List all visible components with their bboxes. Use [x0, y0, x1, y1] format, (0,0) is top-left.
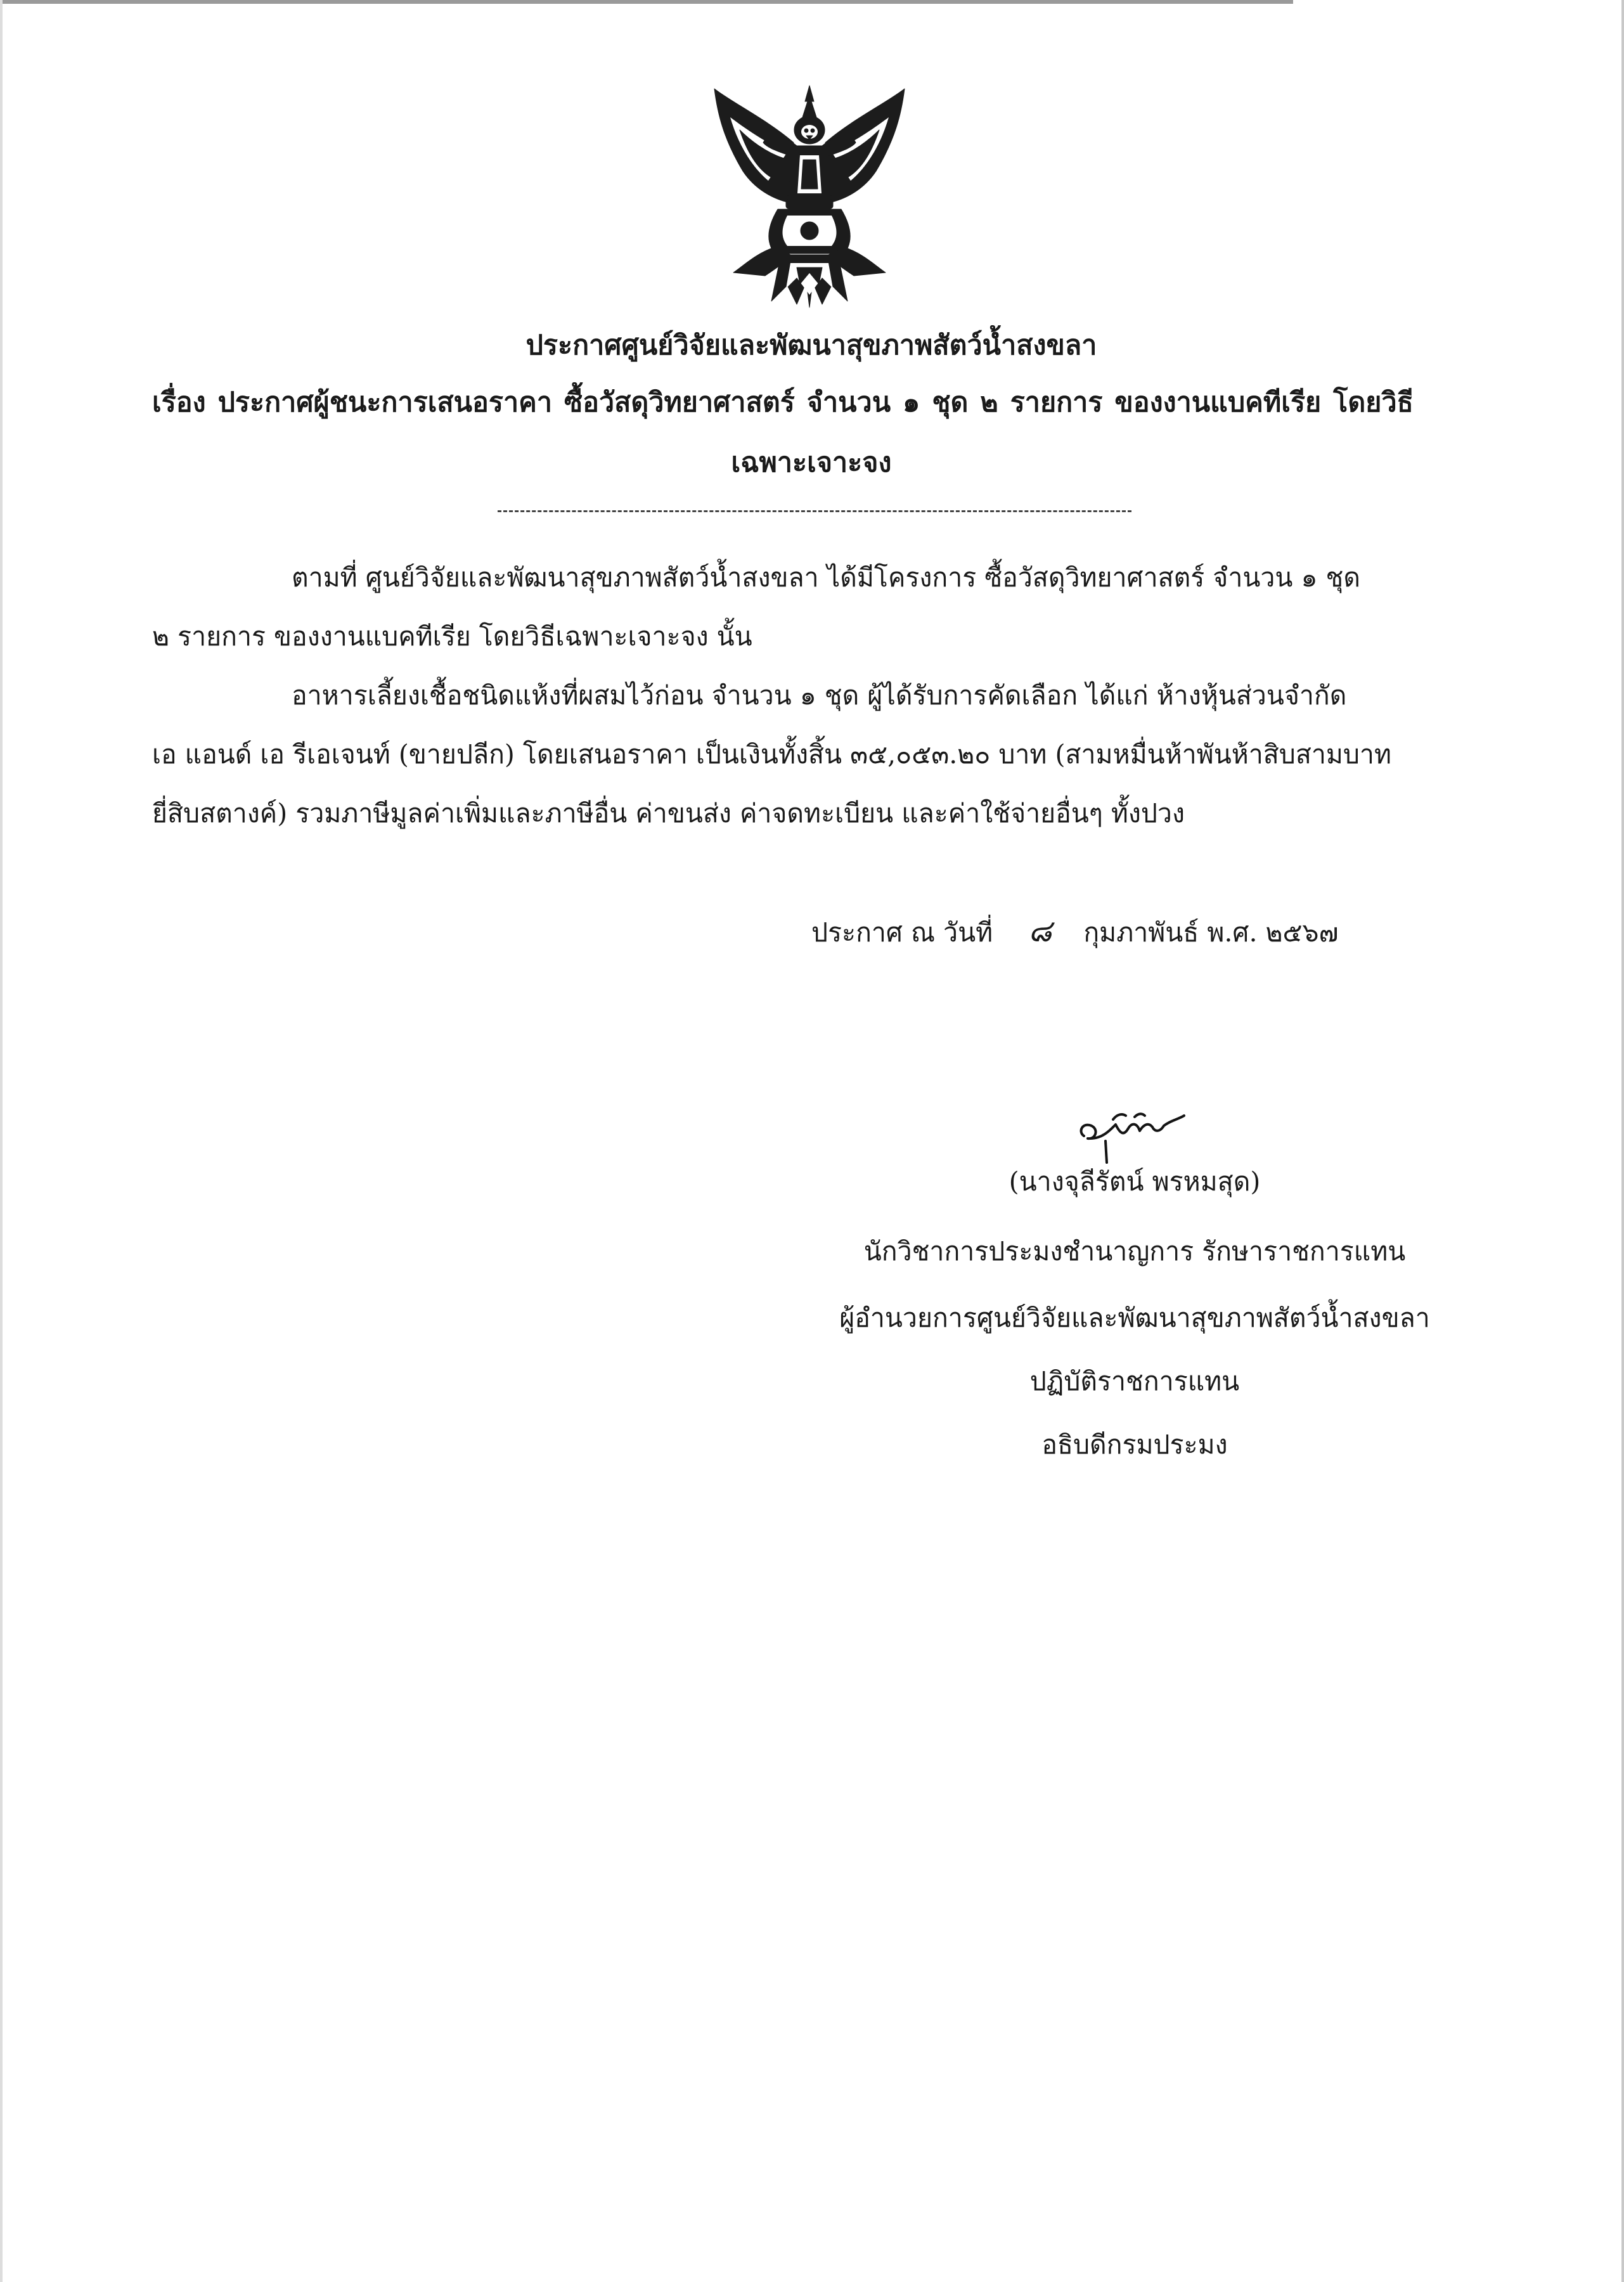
paragraph-2-line-1: อาหารเลี้ยงเชื้อชนิดแห้งที่ผสมไว้ก่อน จำนวน ๑ ชุด ผู้ได้รับการคัดเลือก ได้แก่ ห้างหุ้นส่วนจำกัด	[292, 680, 1347, 711]
announcement-subject: เรื่อง ประกาศผู้ชนะการเสนอราคา ซื้อวัสดุวิทยาศาสตร์ จำนวน ๑ ชุด ๒ รายการ ของงานแบคทีเรีย โดยวิธี	[152, 387, 1414, 418]
date-month-year: กุมภาพันธ์ พ.ศ. ๒๕๖๗	[1083, 917, 1339, 948]
announcement-date	[811, 913, 1338, 951]
paragraph-2-line-2: เอ แอนด์ เอ รีเอเจนท์ (ขายปลีก) โดยเสนอราคา เป็นเงินทั้งสิ้น ๓๕,๐๕๓.๒๐ บาท (สามหมื่นห้าพันห้าสิบสามบาท	[152, 739, 1391, 770]
scan-edge-top	[0, 0, 1293, 4]
date-prefix: ประกาศ ณ วันที่	[811, 917, 993, 948]
paragraph-2-line-3: ยี่สิบสตางค์) รวมภาษีมูลค่าเพิ่มและภาษีอื่น ค่าขนส่ง ค่าจดทะเบียน และค่าใช้จ่ายอื่นๆ ทั้งปวง	[152, 798, 1185, 828]
paragraph-1-line-1: ตามที่ ศูนย์วิจัยและพัฒนาสุขภาพสัตว์น้ำสงขลา ได้มีโครงการ ซื้อวัสดุวิทยาศาสตร์ จำนวน ๑ ชุด	[292, 562, 1360, 593]
scan-edge-left	[0, 0, 3, 2282]
signatory-position-3: ปฏิบัติราชการแทน	[1029, 1366, 1240, 1396]
signatory-position-1: นักวิชาการประมงชำนาญการ รักษาราชการแทน	[863, 1236, 1406, 1267]
announcement-title: ประกาศศูนย์วิจัยและพัฒนาสุขภาพสัตว์น้ำสงขลา	[525, 330, 1097, 361]
header-divider	[498, 510, 1131, 512]
garuda-emblem-icon	[705, 82, 914, 311]
announcement-subject-continued: เฉพาะเจาะจง	[731, 447, 892, 479]
signatory-name: (นางจุลีรัตน์ พรหมสุด)	[1009, 1166, 1261, 1197]
signatory-position-4: อธิบดีกรมประมง	[1041, 1429, 1228, 1460]
handwritten-signature	[1071, 1097, 1192, 1166]
signatory-position-2: ผู้อำนวยการศูนย์วิจัยและพัฒนาสุขภาพสัตว์น้ำสงขลา	[839, 1303, 1430, 1333]
scan-edge-right	[1621, 0, 1624, 2282]
date-day: ๘	[1028, 913, 1052, 949]
paragraph-1-line-2: ๒ รายการ ของงานแบคทีเรีย โดยวิธีเฉพาะเจาะจง นั้น	[152, 621, 752, 652]
